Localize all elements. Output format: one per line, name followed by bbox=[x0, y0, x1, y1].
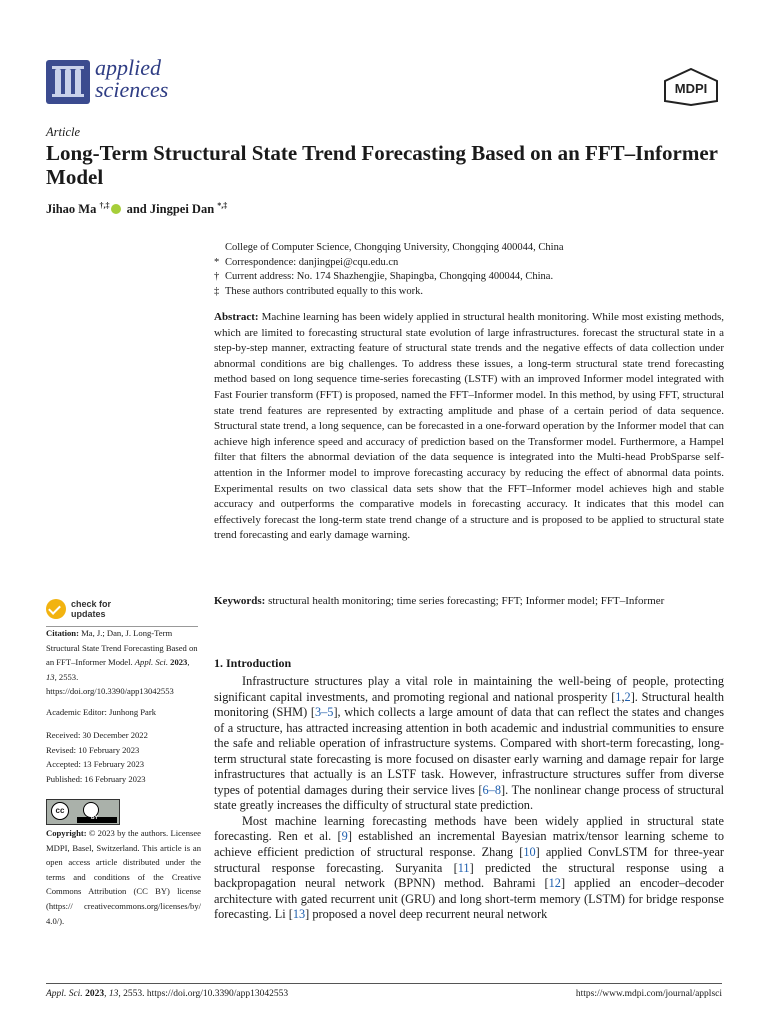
paragraph-text: ] predicted the structural response using a backpropagation neural network (BPNN) method. Bahrami [ bbox=[214, 860, 724, 891]
section-heading: 1. Introduction bbox=[214, 656, 292, 670]
author-name[interactable]: Jingpei Dan bbox=[149, 202, 215, 217]
abstract-label: Abstract: bbox=[214, 311, 259, 323]
citation-link[interactable]: 2 bbox=[624, 689, 631, 704]
copyright-notice: Copyright: © 2023 by the authors. Licensee MDPI, Basel, Switzerland. This article is an open access article distributed under the terms and conditions of the Creative Commons Attribution (CC BY) license (https:// creativecommons.org/licenses/by/ 4.0/). bbox=[46, 828, 201, 926]
journal-logo bbox=[46, 60, 90, 104]
publication-dates: Received: 30 December 2022 Revised: 10 February 2023 Accepted: 13 February 2023 Published: 16 February 2023 bbox=[46, 730, 148, 784]
paragraph-text: ] applied ConvLSTM for three-year structural response forecasting. Suryanita [ bbox=[214, 845, 725, 875]
page-title: Long-Term Structural State Trend Forecasting Based on an FFT–Informer Model bbox=[46, 141, 718, 189]
paragraph bbox=[214, 814, 724, 923]
cc-by-license-badge[interactable]: cc BY bbox=[46, 799, 120, 825]
paragraph-text: Infrastructure structures play a vital role in maintaining the well-being of people, protecting significant capital investments, and promoting regional and national prosperity [ bbox=[214, 674, 724, 704]
publisher-name: MDPI bbox=[674, 81, 708, 96]
citation-link[interactable]: 10 bbox=[523, 845, 536, 860]
author-connector: and bbox=[126, 202, 147, 217]
paragraph bbox=[214, 674, 724, 814]
citation-link[interactable]: 12 bbox=[548, 876, 561, 891]
footer-divider bbox=[46, 983, 722, 984]
orcid-icon[interactable] bbox=[111, 204, 121, 214]
abstract bbox=[214, 310, 724, 544]
paragraph-text: , bbox=[621, 689, 625, 704]
paragraph-text: ] established an incremental Bayesian matrix/tensor learning scheme to achieve efficient prediction of structural response. Zhang [ bbox=[214, 829, 724, 860]
abstract-text: Machine learning has been widely applied in structural health monitoring. While most existing methods, which are limited to forecasting structural state evolution of large infrastructures. forecast the structural state in a step-by-step manner, extracting feature of structural state trends and the negative effects of data collection under abnormal conditions are big challenges. To address these issues, a long-term structural state trend forecasting method based on long sequence time-series forecasting (LSTF) with an improved Informer model integrated with Fast Fourier transform (FFT) is proposed, named the FFT–Informer model. In this method, by using FFT, structural state trend features are represented by extracting amplitude and phase of a certain period of data sequence. Structural state trend, a long sequence, can be forecasted in a one-forward operation by the Informer model that can achieve high inference speed and accuracy of prediction based on the Transformer model. Furthermore, a Hampel filter that filters the abnormal deviation of the data sequence is integrated into the Multi-head ProbSparse self-attention in the Informer model to improve forecasting accuracy by reducing the effect of abnormal data points. Experimental results on two classical data sets show that the FFT–Informer model achieves high and stable accuracy and outperforms the comparative models in forecasting accuracy. It indicates that this model can effectively forecast the long-term state trend change of a structure and is proposed to be applied to structural state trend forecasting and early damage warning. bbox=[214, 311, 725, 542]
author-marks: *,‡ bbox=[217, 201, 228, 210]
check-for-updates-button[interactable]: check for updates bbox=[46, 598, 126, 622]
author-list bbox=[46, 201, 227, 217]
academic-editor: Academic Editor: Junhong Park bbox=[46, 707, 157, 717]
citation-link[interactable]: 13 bbox=[292, 907, 306, 922]
author-marks: †,‡ bbox=[99, 201, 110, 210]
paragraph-text: ]. The nonlinear change process of structural state greatly increases the difficulty of structural state prediction. bbox=[214, 782, 724, 813]
journal-url-link[interactable]: https://www.mdpi.com/journal/applsci bbox=[575, 989, 722, 999]
citation-link[interactable]: 11 bbox=[457, 860, 470, 875]
paragraph-text: ] proposed a novel deep recurrent neural network bbox=[305, 907, 548, 922]
affiliations bbox=[214, 241, 724, 299]
affiliation-line: † Current address: No. 174 Shazhengjie, Shapingba, Chongqing 400044, China. bbox=[214, 271, 554, 282]
footer-citation: Appl. Sci. 2023, 13, 2553. https://doi.org/10.3390/app13042553 bbox=[46, 989, 289, 999]
citation-link[interactable]: 6–8 bbox=[482, 782, 501, 797]
keywords-label: Keywords: bbox=[214, 595, 266, 607]
affiliation-line: ‡ These authors contributed equally to this work. bbox=[214, 285, 423, 297]
affiliation-line: College of Computer Science, Chongqing University, Chongqing 400044, China bbox=[225, 242, 564, 253]
citation-link[interactable]: 1 bbox=[615, 689, 622, 704]
citation-link[interactable]: 3–5 bbox=[314, 705, 334, 720]
author-name[interactable]: Jihao Ma bbox=[46, 202, 97, 217]
cc-icon: cc bbox=[51, 802, 69, 820]
paragraph-text: Most machine learning forecasting methods have been widely applied in structural state forecasting. Ren et al. [ bbox=[214, 813, 724, 844]
mdpi-logo bbox=[662, 68, 720, 106]
paragraph-text: ], which collects a large amount of data that can reflect the states and changes of a structure, has attracted increasing attention in both academic and industrial communities to ensure the safe and reliable operation of infrastructure systems. Compared with short-term forecasting, long-term structural state forecasting is more focused on disaster early warning and damage repair for large infrastructures that actually is an LSTF task. However, infrastructure structures suffer from diverse types of potential damages during their service lives [ bbox=[214, 705, 724, 797]
keywords-text: structural health monitoring; time series forecasting; FFT; Informer model; FFT–Informer bbox=[268, 595, 665, 607]
citation: Citation: Ma, J.; Dan, J. Long-Term Structural State Trend Forecasting Based on an FFT–Informer Model. Appl. Sci. 2023, 13, 2553. https://doi.org/10.3390/app13042553 bbox=[46, 628, 198, 697]
introduction-body bbox=[214, 674, 724, 923]
paragraph-text: ] applied an encoder–decoder architecture with gated recurrent unit (GRU) and long short-term memory (LSTM) for bridge response forecasting. Li [ bbox=[214, 876, 724, 922]
keywords bbox=[214, 595, 734, 607]
check-icon bbox=[46, 599, 66, 619]
paragraph-text: ]. Structural health monitoring (SHM) [ bbox=[214, 689, 724, 720]
affiliation-line: * Correspondence: danjingpei@cqu.edu.cn bbox=[214, 256, 399, 268]
article-type: Article bbox=[46, 125, 81, 139]
journal-name: applied sciences bbox=[95, 55, 169, 102]
citation-link[interactable]: 9 bbox=[341, 829, 348, 844]
